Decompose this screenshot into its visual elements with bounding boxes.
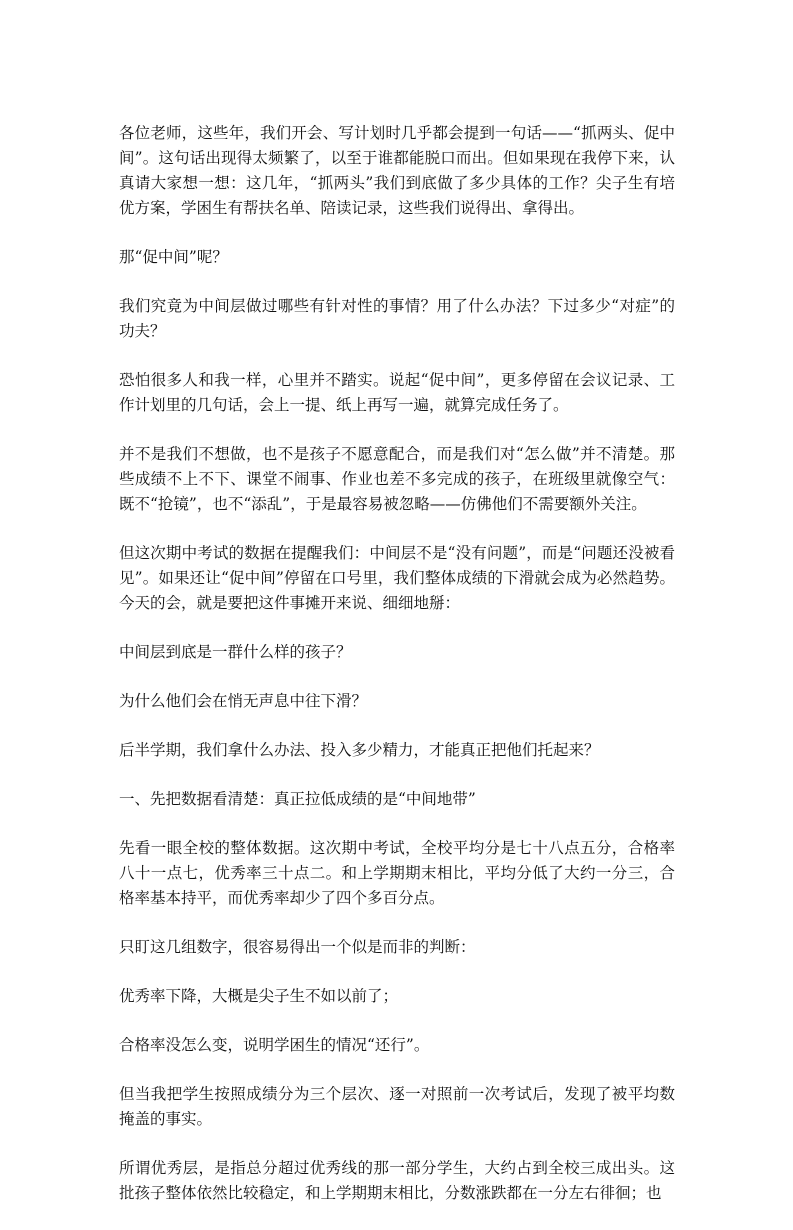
paragraph-three-levels: 但当我把学生按照成绩分为三个层次、逐一对照前一次考试后，发现了被平均数掩盖的事实。 (119, 1085, 675, 1128)
section-heading-data: 一、先把数据看清楚：真正拉低成绩的是“中间地带” (119, 790, 476, 808)
paragraph-what-done: 我们究竟为中间层做过哪些有针对性的事情？用了什么办法？下过多少“对症”的功夫？ (119, 297, 675, 340)
paragraph-overall-data: 先看一眼全校的整体数据。这次期中考试，全校平均分是七十八点五分，合格率八十一点七，优秀率三十点二。和上学期期末相比，平均分低了大约一分三，合格率基本持平，而优秀率却少了四个多百分点。 (119, 839, 675, 907)
paragraph-pass-rate: 合格率没怎么变，说明学困生的情况“还行”。 (119, 1036, 430, 1054)
document-page (119, 121, 675, 1230)
paragraph-midterm-warning: 但这次期中考试的数据在提醒我们：中间层不是“没有问题”，而是“问题还没被看见”。如果还让“促中间”停留在口号里，我们整体成绩的下滑就会成为必然趋势。今天的会，就是要把这件事摊开来说、细细地掰： (119, 544, 675, 612)
paragraph-not-solid: 恐怕很多人和我一样，心里并不踏实。说起“促中间”，更多停留在会议记录、工作计划里的几句话，会上一提、纸上再写一遍，就算完成任务了。 (119, 371, 675, 414)
paragraph-opening: 各位老师，这些年，我们开会、写计划时几乎都会提到一句话——“抓两头、促中间”。这句话出现得太频繁了，以至于谁都能脱口而出。但如果现在我停下来，认真请大家想一想：这几年，“抓两头”我们到底做了多少具体的工作？尖子生有培优方案，学困生有帮扶名单、陪读记录，这些我们说得出、拿得出。 (119, 124, 675, 217)
paragraph-misjudgment: 只盯这几组数字，很容易得出一个似是而非的判断： (119, 938, 476, 956)
paragraph-excellent-rate: 优秀率下降，大概是尖子生不如以前了； (119, 987, 399, 1005)
paragraph-how-unclear: 并不是我们不想做，也不是孩子不愿意配合，而是我们对“怎么做”并不清楚。那些成绩不上不下、课堂不闹事、作业也差不多完成的孩子，在班级里就像空气：既不“抢镜”，也不“添乱”，于是最容易被忽略——仿佛他们不需要额外关注。 (119, 445, 675, 513)
paragraph-question-how: 后半学期，我们拿什么办法、投入多少精力，才能真正把他们托起来？ (119, 741, 600, 759)
paragraph-question-why: 为什么他们会在悄无声息中往下滑？ (119, 692, 368, 710)
paragraph-excellent-layer: 所谓优秀层，是指总分超过优秀线的那一部分学生，大约占到全校三成出头。这批孩子整体依然比较稳定，和上学期期末相比，分数涨跌都在一分左右徘徊；也 (119, 1159, 675, 1202)
paragraph-question-middle: 那“促中间”呢？ (119, 248, 228, 266)
paragraph-question-who: 中间层到底是一群什么样的孩子？ (119, 643, 352, 661)
